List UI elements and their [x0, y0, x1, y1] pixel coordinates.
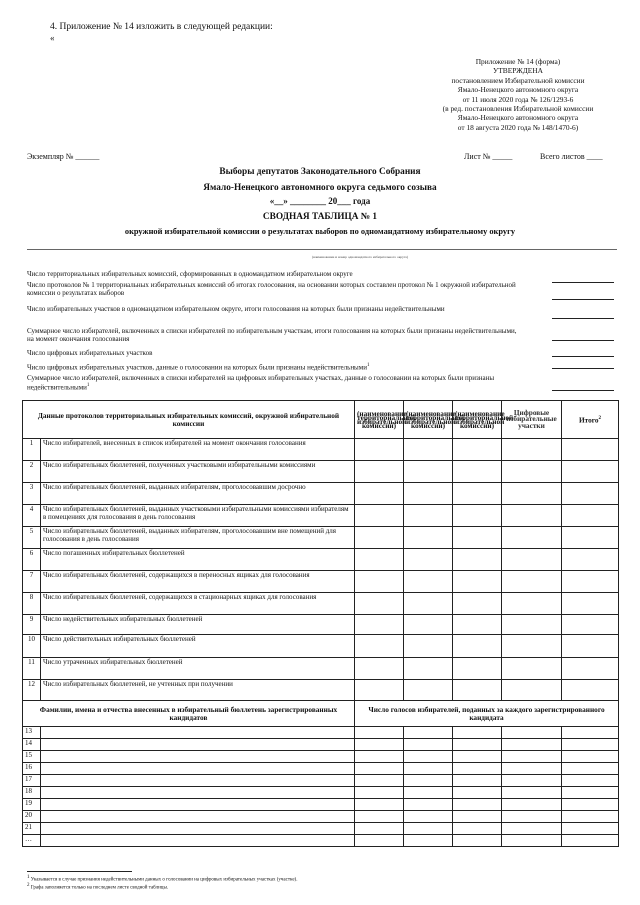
vote-cell[interactable] [355, 787, 404, 799]
vote-cell[interactable] [355, 727, 404, 739]
vote-cell[interactable] [404, 835, 453, 847]
vote-cell[interactable] [453, 811, 502, 823]
summary-value-field[interactable] [552, 282, 614, 283]
approval-line: Ямало-Ненецкого автономного округа [457, 113, 579, 123]
row-number: 18 [23, 787, 41, 799]
approval-line: Приложение № 14 (форма) [475, 57, 561, 66]
row-label: Число недействительных избирательных бюллетеней [41, 615, 355, 635]
summary-value-field[interactable] [552, 356, 614, 357]
vote-cell[interactable] [453, 799, 502, 811]
row-number: 17 [23, 775, 41, 787]
table-row [23, 615, 619, 635]
value-cell[interactable] [453, 635, 502, 658]
candidate-name-cell[interactable] [41, 835, 355, 847]
summary-item: Число избирательных участков в одномандатном избирательном округе, итоги голосования на которых были признаны недействительными [27, 305, 445, 313]
value-cell[interactable] [562, 483, 619, 505]
row-number: 13 [23, 727, 41, 739]
value-cell[interactable] [404, 549, 453, 571]
table-row [23, 549, 619, 571]
vote-cell[interactable] [562, 811, 619, 823]
candidate-row [23, 727, 619, 739]
value-cell[interactable] [562, 461, 619, 483]
footnote-separator [27, 871, 132, 872]
value-cell[interactable] [562, 615, 619, 635]
row-number: 4 [23, 505, 41, 527]
table-row [23, 658, 619, 680]
row-number: 3 [23, 483, 41, 505]
value-cell[interactable] [502, 439, 562, 461]
value-cell[interactable] [562, 593, 619, 615]
vote-cell[interactable] [404, 823, 453, 835]
value-cell[interactable] [453, 549, 502, 571]
vote-cell[interactable] [355, 751, 404, 763]
vote-cell[interactable] [502, 727, 562, 739]
value-cell[interactable] [404, 483, 453, 505]
header-votes: Число голосов избирателей, поданных за каждого зарегистрированного кандидата [355, 701, 619, 727]
row-number: 20 [23, 811, 41, 823]
vote-cell[interactable] [453, 727, 502, 739]
candidate-name-cell[interactable] [41, 763, 355, 775]
row-number: 12 [23, 680, 41, 701]
vote-cell[interactable] [562, 799, 619, 811]
candidate-name-cell[interactable] [41, 739, 355, 751]
value-cell[interactable] [355, 505, 404, 527]
table-row [23, 571, 619, 593]
header-tec-1: (наименование территориальной избирательной комиссии) [355, 401, 404, 439]
district-name-line [27, 249, 617, 250]
vote-cell[interactable] [453, 775, 502, 787]
summary-item: Число цифровых избирательных участков, данные о голосовании на которых были признаны недействительными$^1$ [27, 363, 370, 372]
summary-item: Число цифровых избирательных участков [27, 349, 153, 357]
value-cell[interactable] [355, 439, 404, 461]
summary-value-field[interactable] [552, 340, 614, 341]
vote-cell[interactable] [502, 739, 562, 751]
candidate-name-cell[interactable] [41, 811, 355, 823]
table-row [23, 635, 619, 658]
vote-cell[interactable] [453, 751, 502, 763]
value-cell[interactable] [453, 483, 502, 505]
vote-cell[interactable] [453, 823, 502, 835]
vote-cell[interactable] [562, 751, 619, 763]
summary-value-field[interactable] [552, 368, 614, 369]
vote-cell[interactable] [404, 727, 453, 739]
election-date: «__» ________ 20___ года [269, 196, 371, 206]
vote-cell[interactable] [562, 727, 619, 739]
value-cell[interactable] [355, 571, 404, 593]
vote-cell[interactable] [355, 799, 404, 811]
vote-cell[interactable] [562, 775, 619, 787]
header-tec-2: (наименование территориальной избирательной комиссии) [404, 401, 453, 439]
vote-cell[interactable] [404, 751, 453, 763]
value-cell[interactable] [453, 571, 502, 593]
vote-cell[interactable] [404, 763, 453, 775]
value-cell[interactable] [562, 658, 619, 680]
value-cell[interactable] [355, 635, 404, 658]
candidate-name-cell[interactable] [41, 799, 355, 811]
vote-cell[interactable] [355, 739, 404, 751]
copy-number-label: Экземпляр № ______ [27, 152, 100, 161]
summary-table [22, 400, 619, 847]
row-number: 19 [23, 799, 41, 811]
row-number: 10 [23, 635, 41, 658]
row-number: 8 [23, 593, 41, 615]
value-cell[interactable] [453, 439, 502, 461]
value-cell[interactable] [355, 483, 404, 505]
vote-cell[interactable] [562, 763, 619, 775]
footnote-2: $^2$ Графа заполняется только на последнем листе сводной таблицы. [27, 883, 169, 891]
vote-cell[interactable] [502, 763, 562, 775]
vote-cell[interactable] [453, 739, 502, 751]
vote-cell[interactable] [355, 811, 404, 823]
vote-cell[interactable] [562, 787, 619, 799]
candidate-row [23, 835, 619, 847]
row-number: 5 [23, 527, 41, 549]
summary-value-field[interactable] [552, 299, 614, 300]
value-cell[interactable] [502, 505, 562, 527]
value-cell[interactable] [404, 680, 453, 701]
header-tec-3: (наименование территориальной избирательной комиссии) [453, 401, 502, 439]
table-row [23, 461, 619, 483]
row-label: Число избирательных бюллетеней, выданных избирателям, проголосовавшим досрочно [41, 483, 355, 505]
value-cell[interactable] [562, 439, 619, 461]
value-cell[interactable] [502, 680, 562, 701]
vote-cell[interactable] [502, 751, 562, 763]
candidate-name-cell[interactable] [41, 787, 355, 799]
vote-cell[interactable] [453, 787, 502, 799]
approval-block [418, 57, 618, 132]
vote-cell[interactable] [404, 775, 453, 787]
candidate-row [23, 811, 619, 823]
approval-line: от 18 августа 2020 года № 148/1470-6) [457, 122, 579, 132]
table-row [23, 527, 619, 549]
row-number: 7 [23, 571, 41, 593]
value-cell[interactable] [502, 461, 562, 483]
header-digital-precincts: Цифровые избирательные участки [502, 401, 562, 439]
row-label: Число действительных избирательных бюллетеней [41, 635, 355, 658]
header-candidates: Фамилии, имена и отчества внесенных в избирательный бюллетень зарегистрированных кандидатов [23, 701, 355, 727]
row-label: Число избирательных бюллетеней, выданных участковыми избирательными комиссиями избирателям в помещениях для голосования в день голосования [41, 505, 355, 527]
vote-cell[interactable] [404, 811, 453, 823]
sheet-number-label: Лист № _____ [464, 152, 513, 161]
value-cell[interactable] [502, 483, 562, 505]
value-cell[interactable] [404, 439, 453, 461]
value-cell[interactable] [453, 527, 502, 549]
summary-item: Число протоколов № 1 территориальных избирательных комиссий об итогах голосования, на основании которых составлен протокол № 1 окружной избирательной комиссии о результатах выборов [27, 281, 516, 298]
election-subtitle: Ямало-Ненецкого автономного округа седьмого созыва [203, 183, 437, 193]
vote-cell[interactable] [502, 823, 562, 835]
candidate-row [23, 763, 619, 775]
value-cell[interactable] [453, 615, 502, 635]
row-number: 21 [23, 823, 41, 835]
footnote-1: $^1$ Указывается в случае признания недействительными данных о голосовании на цифровых избирательных участках (участке). [27, 875, 298, 883]
table-row [23, 483, 619, 505]
value-cell[interactable] [562, 680, 619, 701]
value-cell[interactable] [404, 635, 453, 658]
vote-cell[interactable] [355, 775, 404, 787]
value-cell[interactable] [562, 571, 619, 593]
row-number: 15 [23, 751, 41, 763]
value-cell[interactable] [355, 680, 404, 701]
vote-cell[interactable] [562, 823, 619, 835]
value-cell[interactable] [355, 658, 404, 680]
row-label: Число избирательных бюллетеней, не учтенных при получении [41, 680, 355, 701]
row-number: 11 [23, 658, 41, 680]
vote-cell[interactable] [355, 823, 404, 835]
total-sheets-label: Всего листов ____ [540, 152, 603, 161]
row-label: Число избирательных бюллетеней, полученных участковыми избирательными комиссиями [41, 461, 355, 483]
candidate-row [23, 739, 619, 751]
candidate-row [23, 787, 619, 799]
header-total: Итого$^2$ [562, 401, 619, 439]
row-label: Число избирательных бюллетеней, содержащихся в стационарных ящиках для голосования [41, 593, 355, 615]
value-cell[interactable] [404, 505, 453, 527]
summary-item: Число территориальных избирательных комиссий, сформированных в одномандатном избирательном округе [27, 270, 353, 278]
value-cell[interactable] [404, 658, 453, 680]
approval-line: (в ред. постановления Избирательной комиссии [442, 104, 594, 114]
value-cell[interactable] [562, 549, 619, 571]
vote-cell[interactable] [562, 835, 619, 847]
summary-value-field[interactable] [552, 318, 614, 319]
row-label: Число избирательных бюллетеней, выданных избирателям, проголосовавшим вне помещений для голосования в день голосования [41, 527, 355, 549]
table-row [23, 505, 619, 527]
vote-cell[interactable] [404, 739, 453, 751]
table-subtitle: окружной избирательной комиссии о результатах выборов по одномандатному избирательному округу [124, 227, 516, 236]
vote-cell[interactable] [453, 835, 502, 847]
value-cell[interactable] [502, 658, 562, 680]
value-cell[interactable] [404, 615, 453, 635]
value-cell[interactable] [404, 571, 453, 593]
value-cell[interactable] [355, 527, 404, 549]
candidate-row [23, 823, 619, 835]
vote-cell[interactable] [502, 799, 562, 811]
value-cell[interactable] [453, 593, 502, 615]
value-cell[interactable] [562, 635, 619, 658]
value-cell[interactable] [355, 615, 404, 635]
value-cell[interactable] [404, 461, 453, 483]
value-cell[interactable] [453, 658, 502, 680]
table-header-row [23, 401, 619, 439]
row-label: Число утраченных избирательных бюллетеней [41, 658, 355, 680]
summary-item: Суммарное число избирателей, включенных в списки избирателей на цифровых избирательных участках, данные о голосовании на которых были признаны недействительными$^1$ [27, 374, 495, 392]
row-number: 14 [23, 739, 41, 751]
value-cell[interactable] [453, 461, 502, 483]
value-cell[interactable] [355, 549, 404, 571]
table-title: СВОДНАЯ ТАБЛИЦА № 1 [262, 212, 378, 222]
candidate-name-cell[interactable] [41, 775, 355, 787]
vote-cell[interactable] [355, 763, 404, 775]
summary-item: Суммарное число избирателей, включенных в списки избирателей по избирательным участкам, итоги голосования на которых были признаны недействительными, на момент окончания голосования [27, 327, 517, 344]
candidate-row [23, 751, 619, 763]
value-cell[interactable] [404, 593, 453, 615]
row-number: 9 [23, 615, 41, 635]
approval-line: постановлением Избирательной комиссии [451, 75, 585, 85]
row-number: 6 [23, 549, 41, 571]
opening-quote: « [50, 33, 55, 43]
candidate-name-cell[interactable] [41, 751, 355, 763]
vote-cell[interactable] [562, 739, 619, 751]
value-cell[interactable] [453, 680, 502, 701]
value-cell[interactable] [453, 505, 502, 527]
vote-cell[interactable] [355, 835, 404, 847]
table-row [23, 439, 619, 461]
value-cell[interactable] [562, 505, 619, 527]
value-cell[interactable] [502, 527, 562, 549]
vote-cell[interactable] [502, 835, 562, 847]
value-cell[interactable] [404, 527, 453, 549]
row-label: Число избирателей, внесенных в список избирателей на момент окончания голосования [41, 439, 355, 461]
value-cell[interactable] [502, 615, 562, 635]
intro-text: 4. Приложение № 14 изложить в следующей редакции: [50, 22, 273, 32]
candidates-header-row [23, 701, 619, 727]
district-name-note: (наименование и номер одномандатного избирательного округа) [311, 255, 409, 259]
row-number: 16 [23, 763, 41, 775]
value-cell[interactable] [355, 593, 404, 615]
row-label: Число избирательных бюллетеней, содержащихся в переносных ящиках для голосования [41, 571, 355, 593]
value-cell[interactable] [502, 635, 562, 658]
candidate-name-cell[interactable] [41, 823, 355, 835]
row-number: 1 [23, 439, 41, 461]
row-number: … [23, 835, 41, 847]
header-protocol-data: Данные протоколов территориальных избирательных комиссий, окружной избирательной комиссии [23, 401, 355, 439]
summary-value-field[interactable] [552, 390, 614, 391]
row-label: Число погашенных избирательных бюллетеней [41, 549, 355, 571]
value-cell[interactable] [502, 571, 562, 593]
value-cell[interactable] [502, 593, 562, 615]
vote-cell[interactable] [502, 811, 562, 823]
approval-line: УТВЕРЖДЕНА [493, 66, 543, 76]
vote-cell[interactable] [404, 787, 453, 799]
candidate-row [23, 775, 619, 787]
value-cell[interactable] [355, 461, 404, 483]
table-row [23, 593, 619, 615]
approval-line: Ямало-Ненецкого автономного округа [457, 85, 579, 95]
vote-cell[interactable] [453, 763, 502, 775]
table-row [23, 680, 619, 701]
value-cell[interactable] [562, 527, 619, 549]
election-title: Выборы депутатов Законодательного Собрания [219, 167, 421, 177]
vote-cell[interactable] [502, 787, 562, 799]
approval-line: от 11 июля 2020 года № 126/1293-6 [462, 94, 574, 104]
candidate-row [23, 799, 619, 811]
vote-cell[interactable] [404, 799, 453, 811]
row-number: 2 [23, 461, 41, 483]
value-cell[interactable] [502, 549, 562, 571]
candidate-name-cell[interactable] [41, 727, 355, 739]
vote-cell[interactable] [502, 775, 562, 787]
